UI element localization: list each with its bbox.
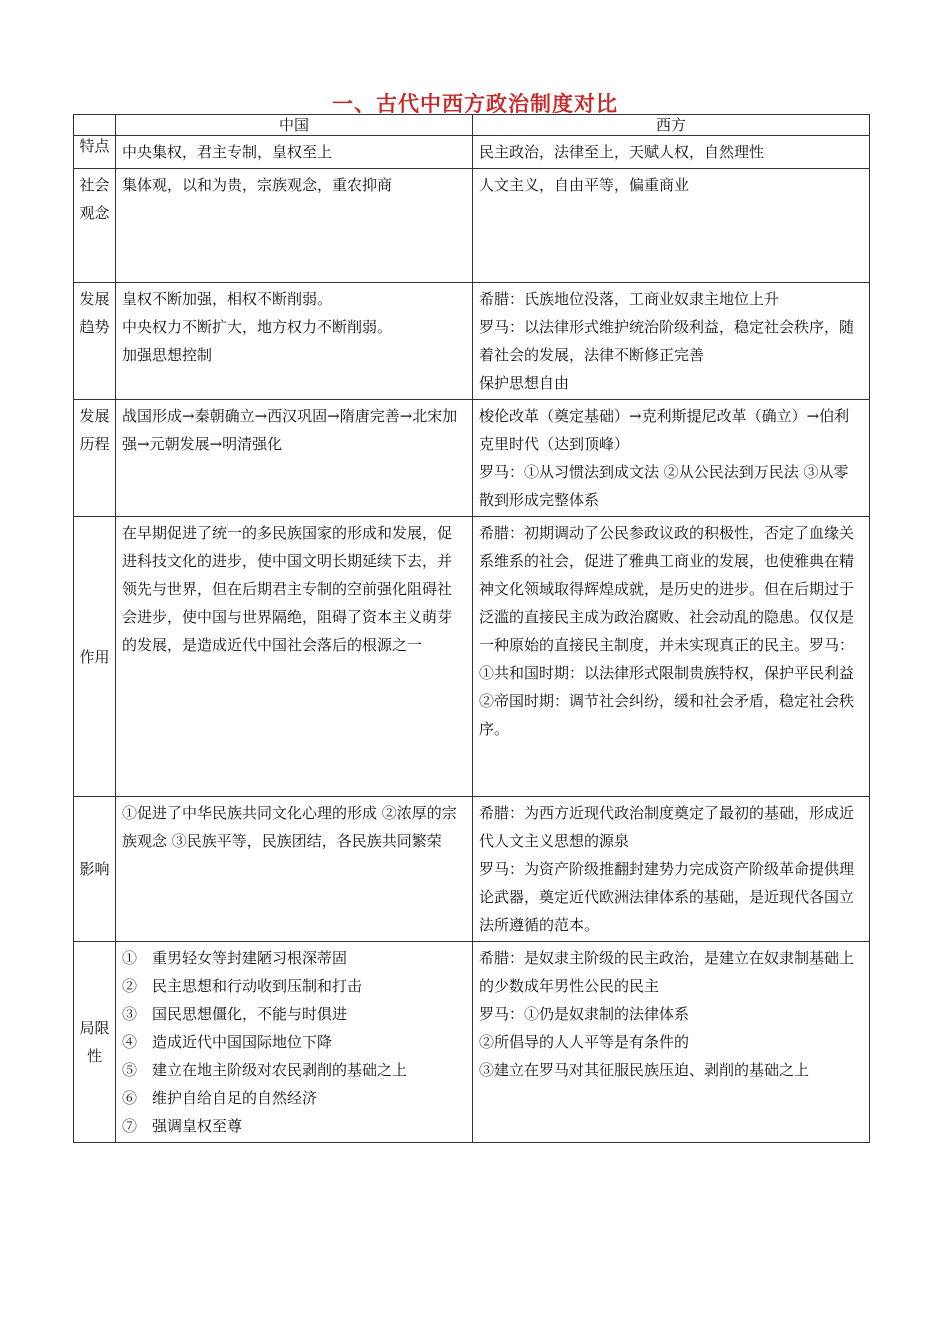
west-line: ③建立在罗马对其征服民族压迫、剥削的基础之上 [479, 1061, 810, 1079]
china-line: ⑤ 建立在地主阶级对农民剥削的基础之上 [122, 1061, 408, 1079]
china-cell [116, 136, 473, 169]
west-line: 罗马：为资产阶级推翻封建势力完成资产阶级革命提供理论武器，奠定近代欧洲法律体系的基础，是近现代各国立法所遵循的范本。 [479, 860, 855, 934]
west-cell [473, 517, 870, 797]
west-line: 保护思想自由 [479, 374, 570, 392]
china-line: 在早期促进了统一的多民族国家的形成和发展，促进科技文化的进步，使中国文明长期延续下去，并领先与世界，但在后期君主专制的空前强化阻碍社会进步，使中国与世界隔绝，阻碍了资本主义萌芽的发展，是造成近代中国社会落后的根源之一 [122, 524, 453, 654]
west-line: 希腊：初期调动了公民参政议政的积极性，否定了血缘关系维系的社会，促进了雅典工商业的发展，也使雅典在精神文化领域取得辉煌成就，是历史的进步。但在后期过于泛滥的直接民主成为政治腐败、社会动乱的隐患。仅仅是一种原始的直接民主制度，并未实现真正的民主。罗马：①共和国时期：以法律形式限制贵族特权，保护平民利益 ②帝国时期：调节社会纠纷，缓和社会矛盾，稳定社会秩序。 [479, 524, 855, 738]
china-line: ④ 造成近代中国国际地位下降 [122, 1033, 333, 1051]
west-line: 希腊：是奴隶主阶级的民主政治，是建立在奴隶制基础上的少数成年男性公民的民主 [479, 949, 855, 995]
china-line: 战国形成→秦朝确立→西汉巩固→隋唐完善→北宋加强→元朝发展→明清强化 [122, 407, 458, 453]
china-cell [116, 400, 473, 517]
china-cell [116, 283, 473, 400]
table-body [74, 136, 870, 1143]
table-row [74, 797, 870, 942]
west-cell [473, 283, 870, 400]
west-line: 罗马：①仍是奴隶制的法律体系 [479, 1005, 690, 1023]
header-corner [74, 115, 116, 136]
table-row [74, 169, 870, 283]
west-cell [473, 400, 870, 517]
china-cell [116, 517, 473, 797]
header-west: 西方 [473, 115, 870, 136]
comparison-table [73, 114, 870, 1143]
table-row [74, 400, 870, 517]
west-line: ②所倡导的人人平等是有条件的 [479, 1033, 690, 1051]
row-heading: 局限性 [74, 942, 116, 1143]
china-line: ① 重男轻女等封建陋习根深蒂固 [122, 949, 348, 967]
china-line: ② 民主思想和行动收到压制和打击 [122, 977, 363, 995]
china-cell [116, 797, 473, 942]
west-line: 罗马：①从习惯法到成文法 ②从公民法到万民法 ③从零散到形成完整体系 [479, 463, 849, 509]
china-cell [116, 169, 473, 283]
china-line: 集体观，以和为贵，宗族观念，重农抑商 [122, 176, 393, 194]
west-line: 希腊：为西方近现代政治制度奠定了最初的基础，形成近代人文主义思想的源泉 [479, 804, 855, 850]
west-line: 人文主义，自由平等，偏重商业 [479, 176, 690, 194]
west-line: 梭伦改革（奠定基础）→克利斯提尼改革（确立）→伯利克里时代（达到顶峰） [479, 407, 850, 453]
china-line: 皇权不断加强，相权不断削弱。 [122, 290, 333, 308]
west-line: 罗马：以法律形式维护统治阶级利益，稳定社会秩序，随着社会的发展，法律不断修正完善 [479, 318, 855, 364]
table-row [74, 136, 870, 169]
west-line: 民主政治，法律至上，天赋人权，自然理性 [479, 143, 765, 161]
china-line: ①促进了中华民族共同文化心理的形成 ②浓厚的宗族观念 ③民族平等，民族团结，各民族共同繁荣 [122, 804, 457, 850]
table-header-row [74, 115, 870, 136]
row-heading: 特点 [74, 136, 116, 169]
table-row [74, 517, 870, 797]
table-row [74, 283, 870, 400]
document-title: 一、古代中西方政治制度对比 [332, 92, 618, 116]
west-cell [473, 942, 870, 1143]
china-line: 中央集权，君主专制，皇权至上 [122, 143, 333, 161]
row-heading: 社会观念 [74, 169, 116, 283]
china-cell [116, 942, 473, 1143]
header-china: 中国 [116, 115, 473, 136]
row-heading: 发展趋势 [74, 283, 116, 400]
row-heading: 作用 [74, 517, 116, 797]
china-line: ⑥ 维护自给自足的自然经济 [122, 1089, 318, 1107]
china-line: ③ 国民思想僵化，不能与时俱进 [122, 1005, 348, 1023]
china-line: 中央权力不断扩大，地方权力不断削弱。 [122, 318, 393, 336]
row-heading: 发展历程 [74, 400, 116, 517]
west-cell [473, 136, 870, 169]
china-line: ⑦ 强调皇权至尊 [122, 1117, 243, 1135]
west-cell [473, 169, 870, 283]
row-heading: 影响 [74, 797, 116, 942]
china-line: 加强思想控制 [122, 346, 213, 364]
table-row [74, 942, 870, 1143]
west-cell [473, 797, 870, 942]
west-line: 希腊：氏族地位没落，工商业奴隶主地位上升 [479, 290, 780, 308]
